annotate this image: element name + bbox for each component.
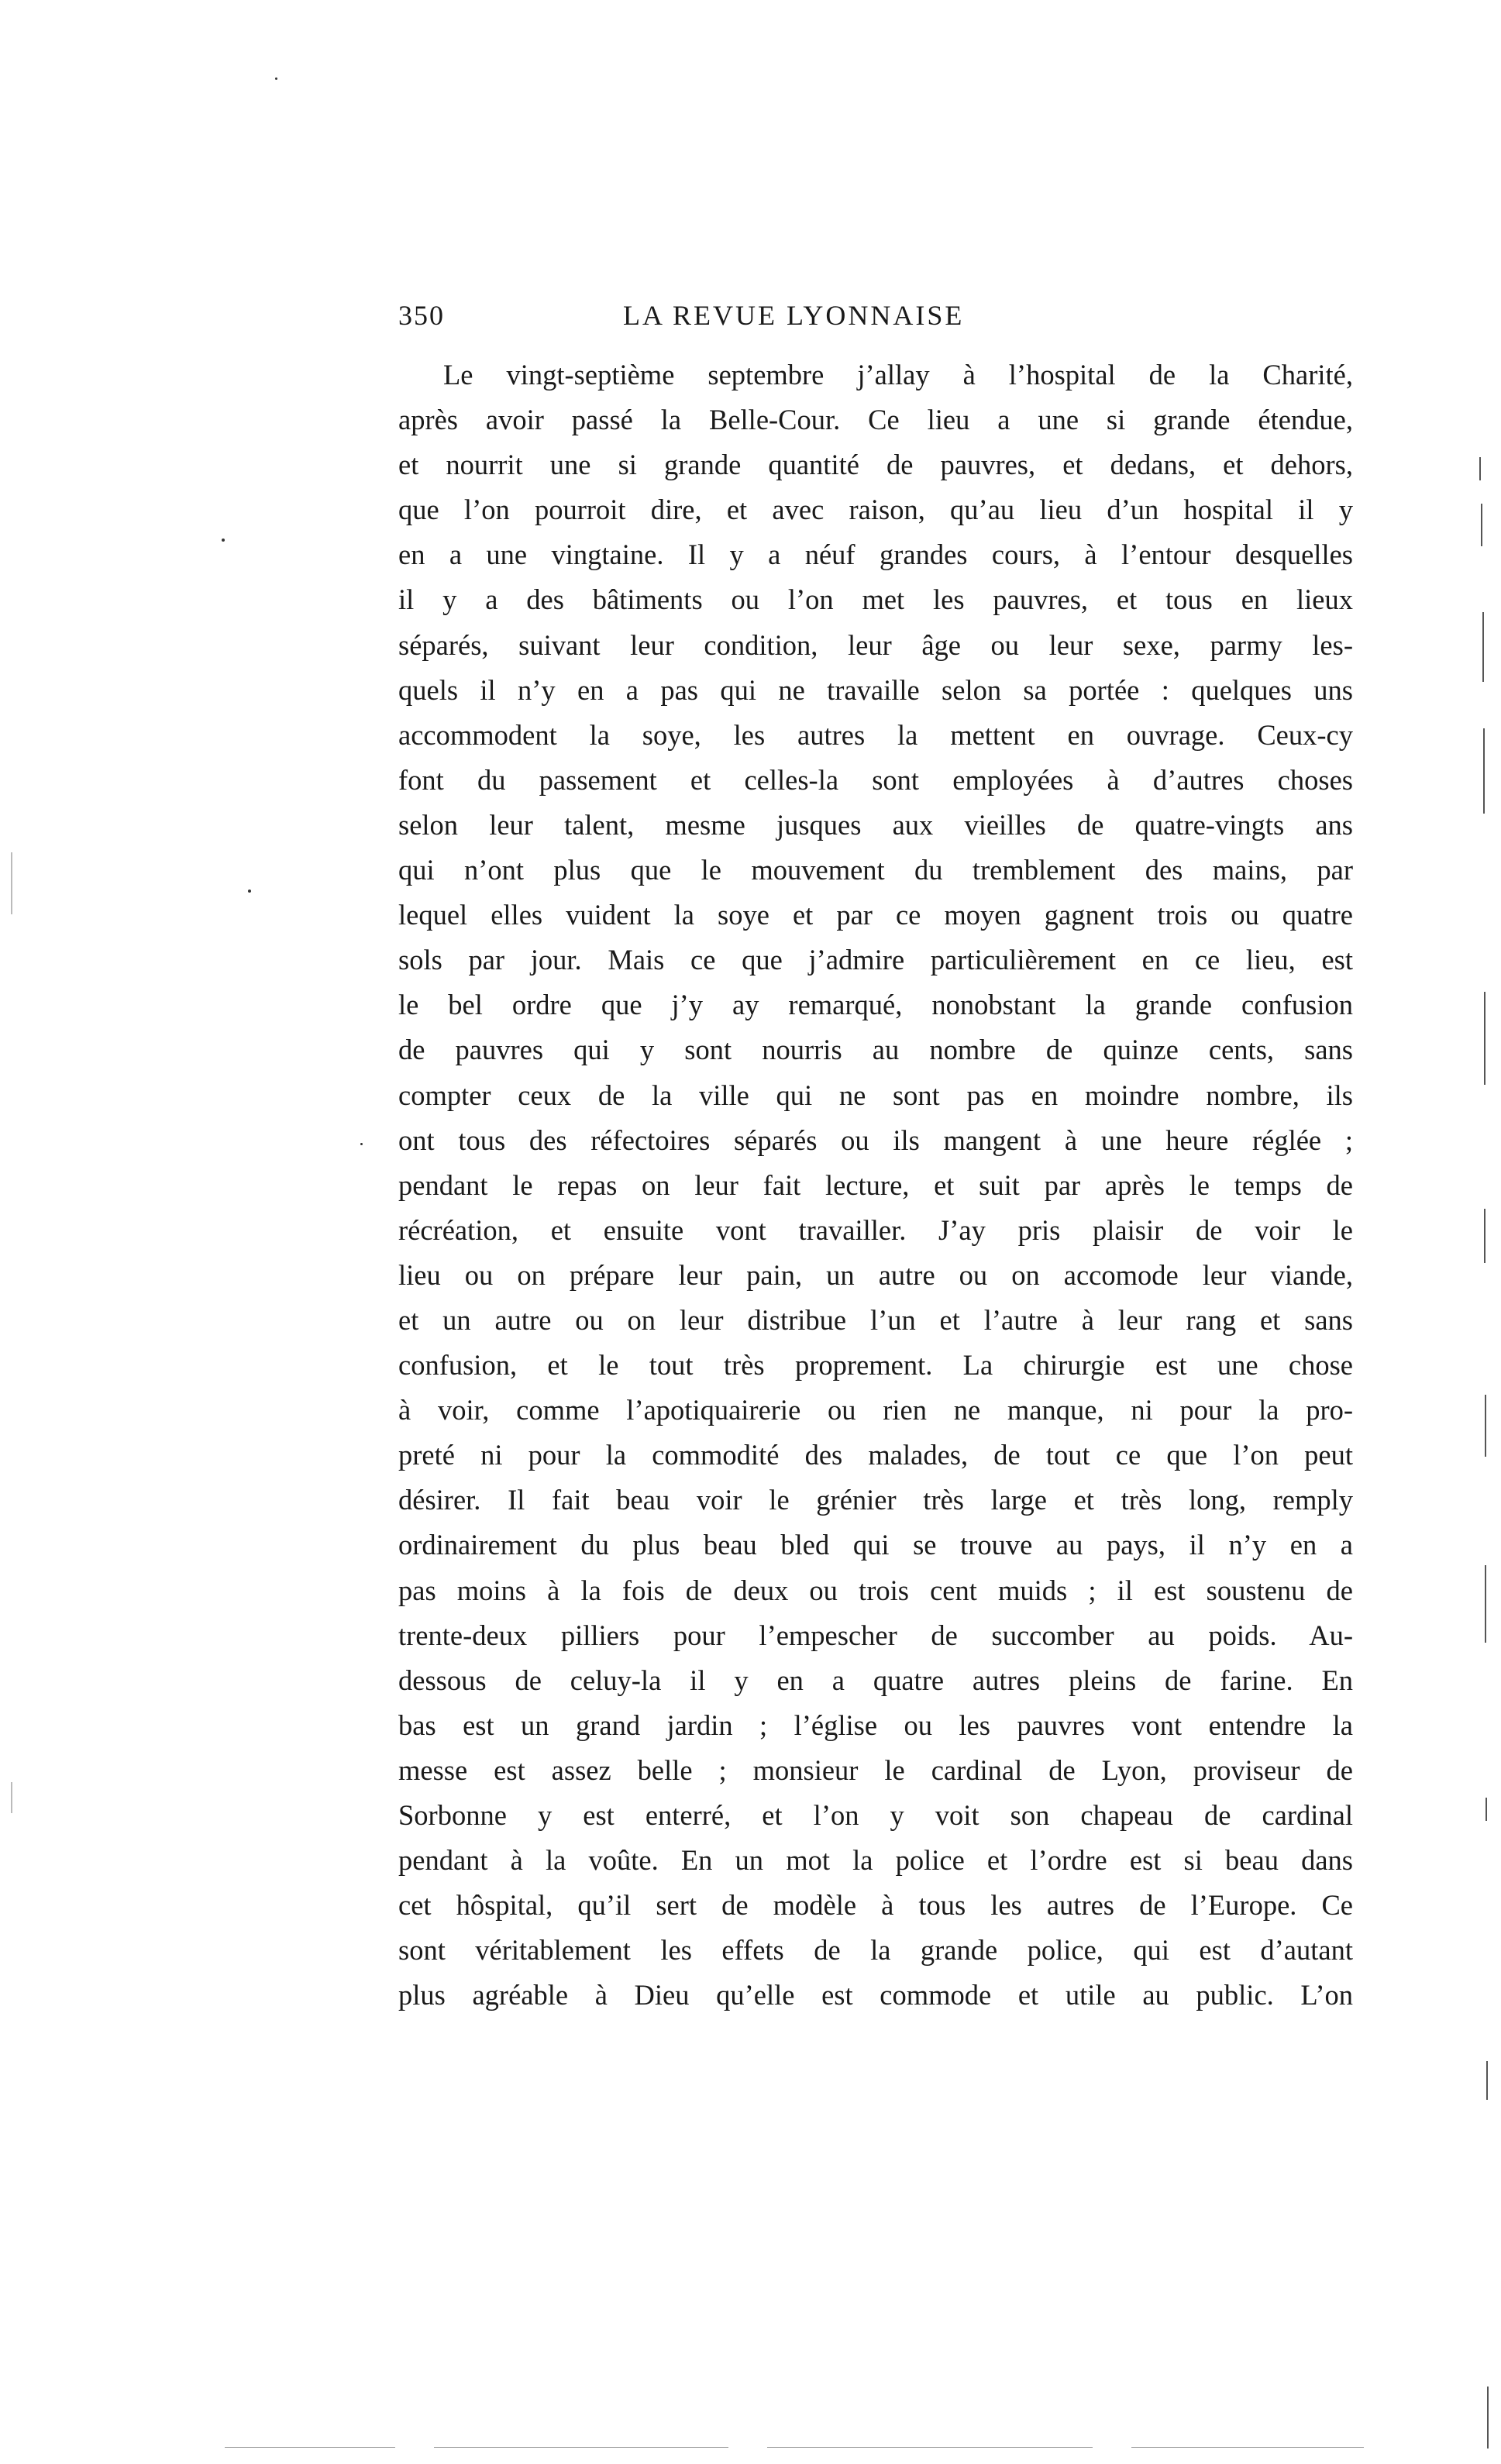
- scan-artifact: [767, 2447, 1093, 2448]
- text-line: Le vingt-septième septembre j’allay à l’hospital de la Charité,: [443, 359, 1353, 391]
- scan-speck: [248, 890, 251, 893]
- text-line: preté ni pour la commodité des malades, de tout ce que l’on peut: [398, 1439, 1353, 1471]
- scan-artifact: [434, 2447, 728, 2448]
- scan-artifact: [1482, 612, 1484, 682]
- text-line: sont véritablement les effets de la grande police, qui est d’autant: [398, 1934, 1353, 1967]
- text-line: selon leur talent, mesme jusques aux vieilles de quatre-vingts ans: [398, 808, 1353, 841]
- scan-artifact: [1484, 992, 1486, 1085]
- scan-artifact: [1485, 1395, 1486, 1457]
- scan-artifact: [1131, 2447, 1364, 2448]
- text-line: compter ceux de la ville qui ne sont pas en moindre nombre, ils: [398, 1079, 1353, 1111]
- scan-speck: [360, 1143, 363, 1145]
- text-line: lieu ou on prépare leur pain, un autre ou on accomode leur viande,: [398, 1258, 1353, 1291]
- text-line: dessous de celuy-la il y en a quatre autres pleins de farine. En: [398, 1664, 1353, 1696]
- text-line: il y a des bâtiments ou l’on met les pauvres, et tous en lieux: [398, 583, 1353, 616]
- text-line: qui n’ont plus que le mouvement du tremblement des mains, par: [398, 854, 1353, 886]
- text-line: quels il n’y en a pas qui ne travaille selon sa portée : quelques uns: [398, 673, 1353, 706]
- text-line: pendant à la voûte. En un mot la police et l’ordre est si beau dans: [398, 1844, 1353, 1877]
- scan-artifact: [1485, 1565, 1486, 1643]
- scan-artifact: [1484, 1209, 1486, 1263]
- text-line: ont tous des réfectoires séparés ou ils mangent à une heure réglée ;: [398, 1124, 1353, 1156]
- scan-artifact: [1487, 2387, 1489, 2449]
- text-line: pendant le repas on leur fait lecture, et suit par après le temps de: [398, 1168, 1353, 1201]
- text-line: font du passement et celles-la sont employées à d’autres choses: [398, 763, 1353, 796]
- running-title: LA REVUE LYONNAISE: [623, 300, 965, 331]
- text-line: et nourrit une si grande quantité de pauvres, et dedans, et dehors,: [398, 449, 1353, 481]
- scan-artifact: [1486, 1798, 1487, 1821]
- text-line: bas est un grand jardin ; l’église ou les pauvres vont entendre la: [398, 1709, 1353, 1741]
- text-line: que l’on pourroit dire, et avec raison, qu’au lieu d’un hospital il y: [398, 494, 1353, 526]
- text-line: pas moins à la fois de deux ou trois cent muids ; il est soustenu de: [398, 1574, 1353, 1606]
- text-line: le bel ordre que j’y ay remarqué, nonobstant la grande confusion: [398, 989, 1353, 1021]
- text-line: de pauvres qui y sont nourris au nombre de quinze cents, sans: [398, 1034, 1353, 1066]
- text-line: à voir, comme l’apotiquairerie ou rien ne manque, ni pour la pro-: [398, 1394, 1353, 1426]
- text-line: plus agréable à Dieu qu’elle est commode et utile au public. L’on: [398, 1979, 1353, 2011]
- text-line: lequel elles vuident la soye et par ce moyen gagnent trois ou quatre: [398, 899, 1353, 931]
- scan-artifact: [11, 852, 12, 914]
- text-line: messe est assez belle ; monsieur le cardinal de Lyon, proviseur de: [398, 1753, 1353, 1786]
- scan-artifact: [225, 2447, 395, 2448]
- text-line: sols par jour. Mais ce que j’admire particulièrement en ce lieu, est: [398, 944, 1353, 976]
- text-line: séparés, suivant leur condition, leur âge ou leur sexe, parmy les-: [398, 628, 1353, 661]
- text-line: confusion, et le tout très proprement. La chirurgie est une chose: [398, 1349, 1353, 1382]
- body-text: [398, 353, 1353, 2018]
- text-line: après avoir passé la Belle-Cour. Ce lieu a une si grande étendue,: [398, 404, 1353, 436]
- text-line: Sorbonne y est enterré, et l’on y voit son chapeau de cardinal: [398, 1799, 1353, 1831]
- text-line: récréation, et ensuite vont travailler. J’ay pris plaisir de voir le: [398, 1213, 1353, 1246]
- scan-speck: [222, 539, 225, 542]
- scan-artifact: [1479, 457, 1481, 480]
- scan-speck: [275, 77, 277, 80]
- text-line: cet hôspital, qu’il sert de modèle à tous les autres de l’Europe. Ce: [398, 1889, 1353, 1922]
- page-number: 350: [398, 300, 445, 331]
- text-line: désirer. Il fait beau voir le grénier très large et très long, remply: [398, 1484, 1353, 1516]
- page-header: [398, 299, 1071, 346]
- text-line: trente-deux pilliers pour l’empescher de succomber au poids. Au-: [398, 1619, 1353, 1651]
- text-line: accommodent la soye, les autres la mettent en ouvrage. Ceux-cy: [398, 718, 1353, 751]
- scan-artifact: [11, 1782, 12, 1813]
- scan-artifact: [1483, 728, 1485, 814]
- scan-artifact: [1486, 2061, 1488, 2100]
- text-line: et un autre ou on leur distribue l’un et l’autre à leur rang et sans: [398, 1303, 1353, 1336]
- scan-artifact: [1481, 504, 1482, 546]
- text-line: ordinairement du plus beau bled qui se trouve au pays, il n’y en a: [398, 1529, 1353, 1561]
- text-line: en a une vingtaine. Il y a néuf grandes cours, à l’entour desquelles: [398, 539, 1353, 571]
